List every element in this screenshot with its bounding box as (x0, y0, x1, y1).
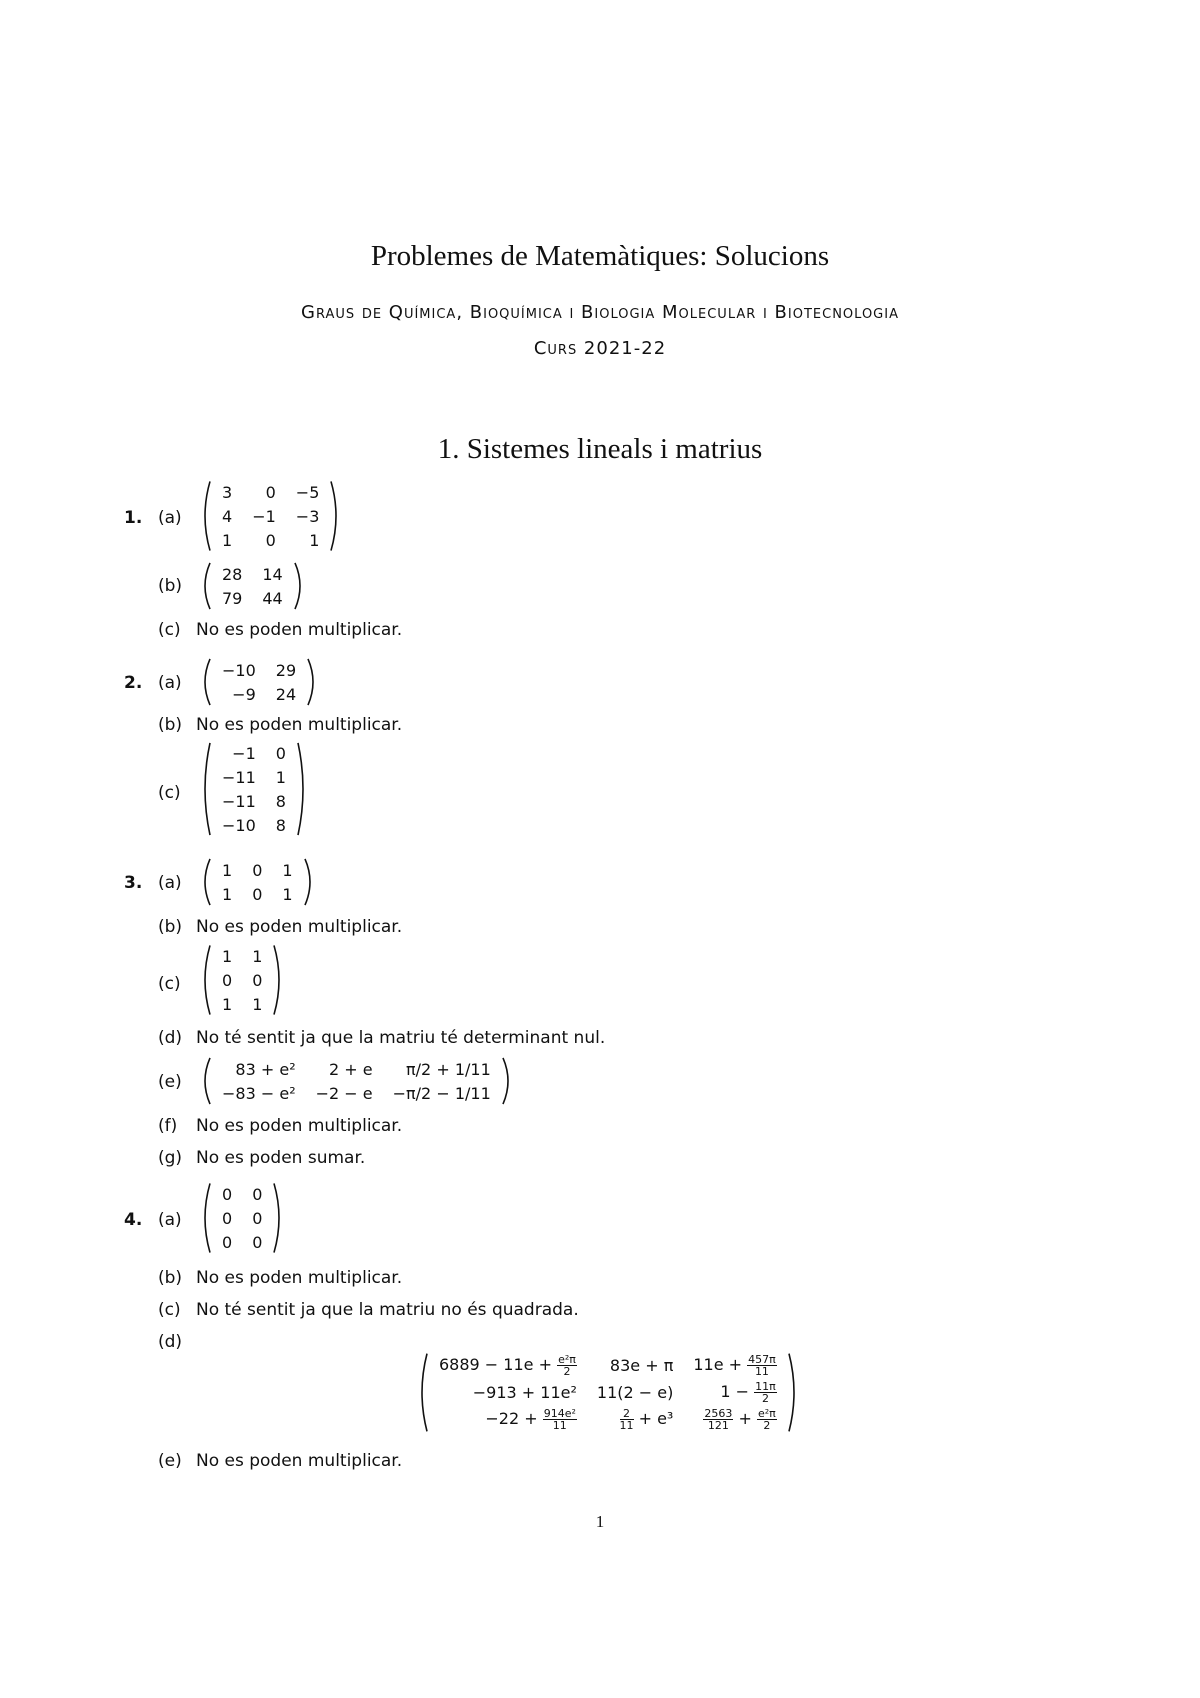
matrix-table (212, 858, 303, 906)
left-paren (198, 1182, 212, 1254)
matrix-row (212, 528, 329, 552)
matrix-cell: 83 + e² (235, 1059, 296, 1079)
matrix-row (212, 562, 293, 586)
matrix-cell: −9 (232, 684, 256, 704)
matrix-row (212, 789, 296, 813)
matrix-row (212, 1081, 501, 1105)
right-paren (303, 858, 317, 906)
right-paren (501, 1057, 515, 1105)
item-label: (c) (158, 783, 181, 803)
problem-number: 4. (124, 1210, 143, 1230)
right-paren (329, 480, 343, 552)
left-paren (198, 480, 212, 552)
item-label: (a) (158, 673, 182, 693)
matrix-row (212, 813, 296, 837)
left-paren (198, 658, 212, 706)
matrix-cell: 1 (222, 530, 233, 550)
item-label: (c) (158, 974, 181, 994)
matrix (198, 1057, 515, 1105)
matrix-row (212, 944, 272, 968)
right-paren (293, 562, 307, 610)
matrix-table (212, 944, 272, 1016)
matrix-cell: 0 (222, 1232, 233, 1252)
item-label: (e) (158, 1451, 182, 1471)
matrix-cell: 2 + e (329, 1059, 373, 1079)
matrix-row (212, 992, 272, 1016)
matrix-row (212, 1230, 272, 1254)
matrix-table (212, 741, 296, 837)
document-subtitle: Graus de Química, Bioquímica i Biologia Molecular i Biotecnologia (301, 302, 899, 323)
item-label: (a) (158, 508, 182, 528)
matrix-row (212, 1057, 501, 1081)
answer-text: No es poden multiplicar. (196, 620, 403, 640)
matrix-cell: 11(2 − e) (596, 1383, 674, 1402)
matrix-cell: 6889 − 11e + $\frac{\text{e²π}}{2}$ (439, 1353, 576, 1378)
matrix-row (212, 765, 296, 789)
right-paren (272, 944, 286, 1016)
left-paren (415, 1352, 429, 1433)
matrix-row (212, 658, 306, 682)
answer-text: No es poden multiplicar. (196, 917, 403, 937)
matrix-cell: −1 (232, 743, 256, 763)
matrix-cell: 11e + $\frac{457\pi}{11}$ (693, 1353, 776, 1378)
matrix-row (212, 1182, 272, 1206)
left-paren (198, 562, 212, 610)
answer-text: No es poden multiplicar. (196, 1116, 403, 1136)
matrix-cell: −913 + 11e² (472, 1383, 577, 1402)
matrix-cell: 3 (222, 482, 233, 502)
course-year: Curs 2021-22 (533, 338, 667, 359)
item-label: (a) (158, 873, 182, 893)
matrix-row (212, 882, 303, 906)
matrix-row (212, 480, 329, 504)
left-paren (198, 858, 212, 906)
matrix-cell: 1 (275, 767, 286, 787)
item-label: (b) (158, 715, 183, 735)
matrix-cell: 1 (252, 994, 263, 1014)
answer-text: No es poden multiplicar. (196, 1451, 403, 1471)
matrix-row (212, 504, 329, 528)
matrix-cell: −10 (222, 815, 256, 835)
matrix-cell: 1 (282, 860, 293, 880)
answer-text: No té sentit ja que la matriu no és quadrada. (196, 1300, 579, 1320)
matrix-cell: 79 (222, 588, 243, 608)
left-paren (198, 1057, 212, 1105)
answer-text: No té sentit ja que la matriu té determinant nul. (196, 1028, 606, 1048)
matrix-cell: 0 (252, 1184, 263, 1204)
matrix (198, 1182, 286, 1254)
matrix-table (212, 658, 306, 706)
matrix-cell: π/2 + 1/11 (406, 1059, 491, 1079)
matrix-cell: 8 (275, 815, 286, 835)
matrix-cell: 1 (222, 994, 233, 1014)
matrix (198, 741, 310, 837)
item-label: (b) (158, 576, 183, 596)
matrix-cell: 14 (262, 564, 283, 584)
matrix (198, 944, 286, 1016)
matrix (198, 858, 317, 906)
matrix-cell: −10 (222, 660, 256, 680)
matrix-row (212, 968, 272, 992)
matrix-cell: −11 (222, 767, 256, 787)
matrix-row (212, 586, 293, 610)
answer-text: No es poden multiplicar. (196, 1268, 403, 1288)
matrix-cell: $\frac{2563}{121}$ + $\frac{\text{e²π}}{2}$ (704, 1407, 776, 1432)
item-label: (e) (158, 1072, 182, 1092)
right-paren (272, 1182, 286, 1254)
matrix (198, 658, 320, 706)
matrix-complex (415, 1352, 801, 1433)
item-label: (a) (158, 1210, 182, 1230)
matrix-cell: −2 − e (315, 1083, 373, 1103)
item-label: (f) (158, 1116, 178, 1136)
matrix-table (212, 480, 329, 552)
problem-number: 3. (124, 873, 143, 893)
matrix-cell: 44 (262, 588, 283, 608)
matrix-cell: 0 (222, 1208, 233, 1228)
left-paren (198, 741, 212, 837)
matrix-cell: −3 (295, 506, 320, 526)
matrix-cell: 0 (265, 482, 276, 502)
item-label: (d) (158, 1332, 183, 1352)
problem-number: 1. (124, 508, 143, 528)
matrix-cell: 28 (222, 564, 243, 584)
right-paren (306, 658, 320, 706)
page-number: 1 (595, 1512, 605, 1531)
matrix-cell: −83 − e² (222, 1083, 296, 1103)
matrix-cell: 29 (275, 660, 297, 680)
matrix-cell: −1 (252, 506, 276, 526)
right-paren (787, 1352, 801, 1433)
matrix-cell: −11 (222, 791, 256, 811)
matrix-row (212, 682, 306, 706)
matrix (198, 562, 307, 610)
item-label: (b) (158, 917, 183, 937)
matrix-cell: 24 (275, 684, 297, 704)
matrix-row (212, 741, 296, 765)
matrix-cell: 0 (252, 1232, 263, 1252)
answer-text: No es poden multiplicar. (196, 715, 403, 735)
matrix-cell: $\frac{2}{11}$ + e³ (619, 1407, 674, 1432)
matrix-row (212, 1206, 272, 1230)
problem-number: 2. (124, 673, 143, 693)
matrix-cell: 1 (282, 884, 293, 904)
matrix-cell: 0 (252, 970, 263, 990)
matrix-cell: 1 (222, 946, 233, 966)
matrix-table (212, 562, 293, 610)
item-label: (g) (158, 1148, 183, 1168)
matrix-cell: 0 (275, 743, 286, 763)
matrix-cell: −π/2 − 1/11 (392, 1083, 491, 1103)
matrix-cell: 0 (252, 860, 263, 880)
matrix-cell: 0 (252, 884, 263, 904)
matrix-cell: 0 (265, 530, 276, 550)
matrix-cell: −22 + $\frac{\text{914e²}}{11}$ (485, 1407, 576, 1432)
matrix-cell: 4 (222, 506, 233, 526)
item-label: (c) (158, 620, 181, 640)
matrix-cell: 1 (222, 860, 233, 880)
matrix-cell: 0 (222, 1184, 233, 1204)
matrix-table (212, 1057, 501, 1105)
item-label: (d) (158, 1028, 183, 1048)
matrix-row (212, 858, 303, 882)
matrix (198, 480, 343, 552)
matrix-table (212, 1182, 272, 1254)
answer-text: No es poden sumar. (196, 1148, 366, 1168)
matrix-cell: 1 − $\frac{11\pi}{2}$ (720, 1380, 776, 1405)
matrix-table (429, 1352, 787, 1433)
section-heading: 1. Sistemes lineals i matrius (437, 433, 763, 465)
document-title: Problemes de Matemàtiques: Solucions (370, 240, 830, 272)
matrix-cell: 1 (309, 530, 320, 550)
matrix-cell: 1 (222, 884, 233, 904)
item-label: (b) (158, 1268, 183, 1288)
matrix-cell: −5 (295, 482, 320, 502)
matrix-cell: 8 (275, 791, 286, 811)
matrix-cell: 83e + π (609, 1356, 674, 1375)
left-paren (198, 944, 212, 1016)
right-paren (296, 741, 310, 837)
matrix-cell: 0 (252, 1208, 263, 1228)
matrix-cell: 0 (222, 970, 233, 990)
item-label: (c) (158, 1300, 181, 1320)
matrix-cell: 1 (252, 946, 263, 966)
